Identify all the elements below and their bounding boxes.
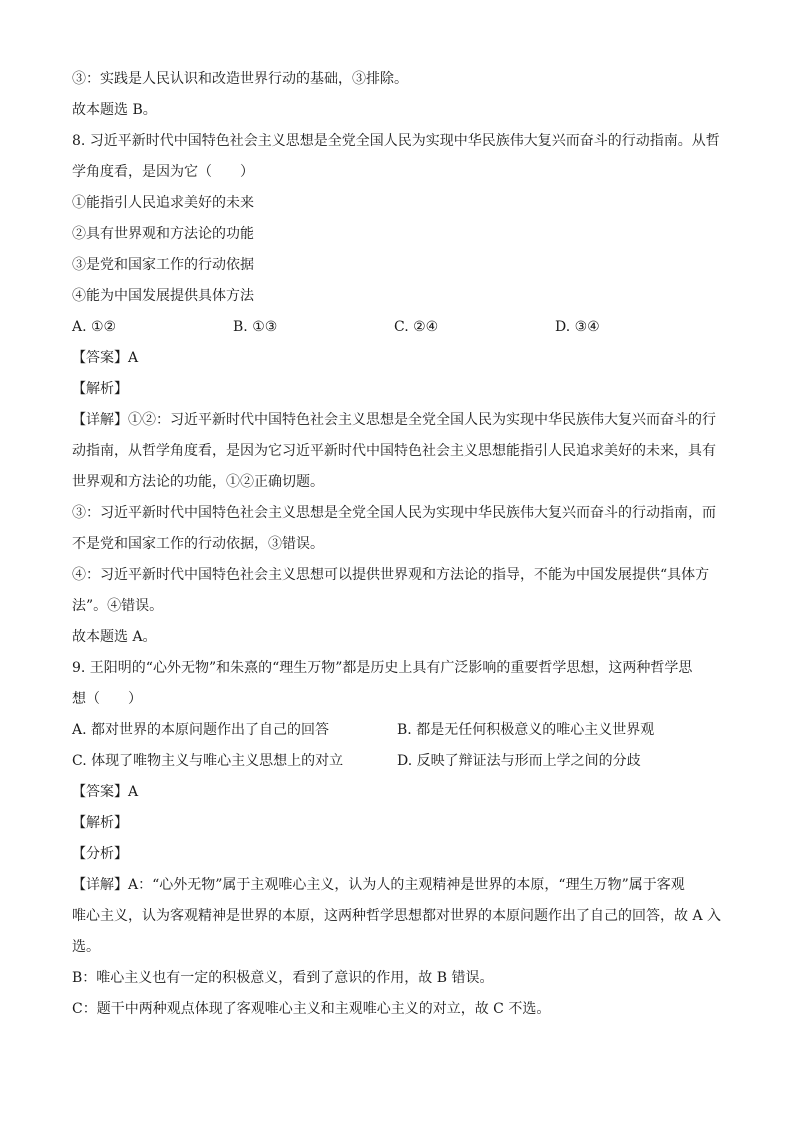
detail-line: 故本题选 A。 [72,629,157,645]
fenxi-label: 【分析】 [72,846,128,862]
answer-label: 【答案】A [72,350,139,366]
option-a: A. 都对世界的本原问题作出了自己的回答 [72,722,330,738]
detail-line: C：题干中两种观点体现了客观唯心主义和主观唯心主义的对立，故 C 不选。 [72,1001,551,1017]
statement-item: ②具有世界观和方法论的功能 [72,226,254,242]
option-a: A. ①② [72,319,117,335]
option-b: B. ①③ [233,319,278,335]
detail-line: 【详解】①②：习近平新时代中国特色社会主义思想是全党全国人民为实现中华民族伟大复兴而奋斗的行 [72,412,716,428]
statement-item: ④能为中国发展提供具体方法 [72,288,254,304]
detail-line: 不是党和国家工作的行动依据，③错误。 [72,536,324,552]
option-c: C. ②④ [394,319,439,335]
question-stem: 9. 王阳明的“心外无物”和朱熹的“理生万物”都是历史上具有广泛影响的重要哲学思想，这两种哲学思 [72,660,693,676]
detail-line: B：唯心主义也有一定的积极意义，看到了意识的作用，故 B 错误。 [72,970,494,986]
analysis-label: 【解析】 [72,381,128,397]
analysis-label: 【解析】 [72,815,128,831]
answer-options [72,312,722,343]
detail-line: 选。 [72,939,100,955]
question-8 [72,126,722,653]
answer-options-row-2 [72,746,722,777]
question-9 [72,653,722,1025]
detail-line: 唯心主义，认为客观精神是世界的本原，这两种哲学思想都对世界的本原问题作出了自己的回答，故 A 入 [72,908,722,924]
detail-line: 【详解】A：“心外无物”属于主观唯心主义，认为人的主观精神是世界的本原，“理生万物”属于客观 [72,877,685,893]
text-line: 故本题选 B。 [72,102,157,118]
detail-line: 世界观和方法论的功能，①②正确切题。 [72,474,324,490]
detail-line: 法”。④错误。 [72,598,164,614]
option-d: D. ③④ [555,319,600,335]
answer-options-row-1 [72,715,722,746]
answer-label: 【答案】A [72,784,139,800]
statement-item: ③是党和国家工作的行动依据 [72,257,254,273]
question-stem: 想（ ） [72,691,142,707]
option-d: D. 反映了辩证法与形而上学之间的分歧 [397,753,641,769]
detail-line: ④：习近平新时代中国特色社会主义思想可以提供世界观和方法论的指导，不能为中国发展提供“具体方 [72,567,710,583]
option-b: B. 都是无任何积极意义的唯心主义世界观 [397,722,655,738]
statement-item: ①能指引人民追求美好的未来 [72,195,254,211]
text-line: ③：实践是人民认识和改造世界行动的基础，③排除。 [72,71,408,87]
question-stem: 学角度看，是因为它（ ） [72,164,254,180]
detail-line: ③：习近平新时代中国特色社会主义思想是全党全国人民为实现中华民族伟大复兴而奋斗的行动指南，而 [72,505,716,521]
option-c: C. 体现了唯物主义与唯心主义思想上的对立 [72,753,344,769]
question-stem: 8. 习近平新时代中国特色社会主义思想是全党全国人民为实现中华民族伟大复兴而奋斗的行动指南。从哲 [72,133,720,149]
detail-line: 动指南，从哲学角度看，是因为它习近平新时代中国特色社会主义思想能指引人民追求美好的未来，具有 [72,443,716,459]
